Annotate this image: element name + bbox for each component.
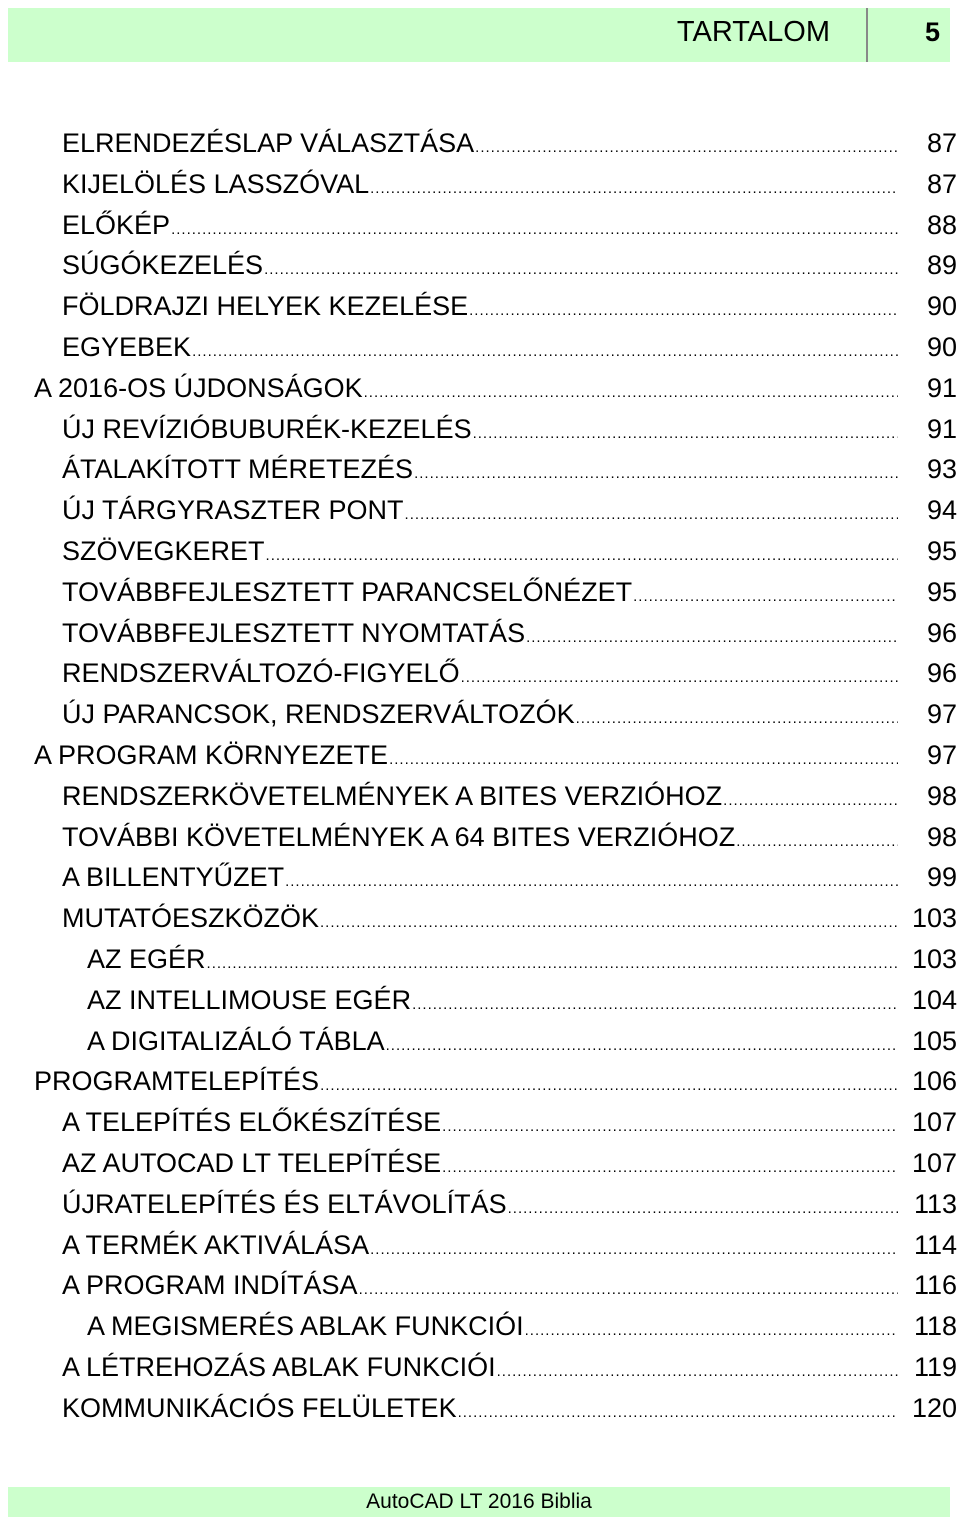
- toc-dot-leader: [469, 291, 898, 332]
- toc-entry-label: ELŐKÉP: [62, 209, 171, 240]
- toc-entry[interactable]: [0, 1388, 960, 1429]
- toc-entry-label: ÁTALAKÍTOTT MÉRETEZÉS: [62, 454, 414, 485]
- toc-dot-leader: [723, 781, 898, 822]
- toc-dot-leader: [405, 495, 898, 536]
- toc-entry-page-number: 104: [911, 984, 957, 1015]
- toc-dot-leader: [412, 985, 898, 1026]
- toc-entry-page-number: 118: [913, 1311, 957, 1342]
- toc-dot-leader: [285, 862, 898, 903]
- toc-entry[interactable]: [0, 1021, 960, 1062]
- toc-dot-leader: [192, 332, 898, 373]
- toc-dot-leader: [370, 169, 898, 210]
- table-of-contents: [0, 123, 960, 1429]
- toc-entry[interactable]: [0, 409, 960, 450]
- toc-entry[interactable]: [0, 205, 960, 246]
- toc-entry[interactable]: [0, 735, 960, 776]
- header-page-number: 5: [924, 17, 940, 47]
- toc-entry[interactable]: [0, 490, 960, 531]
- toc-entry[interactable]: [0, 1265, 960, 1306]
- toc-entry-label: PROGRAMTELEPÍTÉS: [34, 1066, 320, 1097]
- toc-dot-leader: [364, 373, 898, 414]
- toc-entry-label: KIJELÖLÉS LASSZÓVAL: [62, 168, 370, 199]
- toc-dot-leader: [497, 1352, 898, 1393]
- toc-entry-label: ÚJ REVÍZIÓBUBURÉK-KEZELÉS: [62, 413, 472, 444]
- toc-entry-label: A LÉTREHOZÁS ABLAK FUNKCIÓI: [62, 1351, 496, 1382]
- toc-dot-leader: [442, 1107, 898, 1148]
- toc-entry-page-number: 96: [926, 617, 957, 648]
- toc-entry-page-number: 113: [913, 1188, 957, 1219]
- toc-entry-label: SÚGÓKEZELÉS: [62, 250, 264, 281]
- toc-entry[interactable]: [0, 1061, 960, 1102]
- toc-entry[interactable]: [0, 1184, 960, 1225]
- toc-entry-page-number: 106: [911, 1066, 957, 1097]
- toc-entry[interactable]: [0, 613, 960, 654]
- toc-entry-label: MUTATÓESZKÖZÖK: [62, 903, 320, 934]
- toc-entry-page-number: 97: [926, 699, 957, 730]
- toc-entry-label: SZÖVEGKERET: [62, 535, 265, 566]
- header-divider: [866, 8, 868, 62]
- toc-entry[interactable]: [0, 531, 960, 572]
- toc-dot-leader: [370, 1230, 898, 1271]
- toc-entry-page-number: 95: [926, 576, 957, 607]
- toc-dot-leader: [389, 740, 898, 781]
- toc-dot-leader: [414, 454, 898, 495]
- header-title: TARTALOM: [676, 16, 830, 48]
- toc-entry-page-number: 91: [926, 413, 957, 444]
- toc-entry[interactable]: [0, 123, 960, 164]
- toc-entry-page-number: 98: [926, 821, 957, 852]
- toc-entry-page-number: 119: [913, 1351, 957, 1382]
- toc-entry-label: EGYEBEK: [62, 331, 192, 362]
- toc-dot-leader: [266, 536, 898, 577]
- toc-entry[interactable]: [0, 1306, 960, 1347]
- toc-entry-page-number: 96: [926, 658, 957, 689]
- toc-entry-label: A DIGITALIZÁLÓ TÁBLA: [87, 1025, 385, 1056]
- toc-entry-label: ÚJRATELEPÍTÉS ÉS ELTÁVOLÍTÁS: [62, 1188, 507, 1219]
- toc-entry-label: A TERMÉK AKTIVÁLÁSA: [62, 1229, 370, 1260]
- toc-entry-label: A BILLENTYŰZET: [62, 862, 285, 893]
- toc-dot-leader: [171, 210, 898, 251]
- toc-entry-page-number: 87: [926, 128, 957, 158]
- toc-dot-leader: [264, 250, 898, 291]
- toc-dot-leader: [473, 414, 898, 455]
- toc-entry-page-number: 116: [913, 1270, 957, 1301]
- toc-entry-label: ÚJ PARANCSOK, RENDSZERVÁLTOZÓK: [62, 699, 575, 730]
- toc-entry[interactable]: [0, 1102, 960, 1143]
- toc-entry-label: A MEGISMERÉS ABLAK FUNKCIÓI: [87, 1311, 524, 1342]
- toc-entry[interactable]: [0, 857, 960, 898]
- toc-entry-page-number: 103: [911, 943, 957, 974]
- toc-entry-page-number: 120: [911, 1392, 957, 1423]
- toc-entry[interactable]: [0, 327, 960, 368]
- toc-entry-label: TOVÁBBI KÖVETELMÉNYEK A 64 BITES VERZIÓHOZ: [62, 821, 736, 852]
- toc-entry[interactable]: [0, 1347, 960, 1388]
- toc-entry[interactable]: [0, 817, 960, 858]
- toc-entry-page-number: 105: [911, 1025, 957, 1056]
- toc-entry-label: AZ EGÉR: [87, 943, 206, 974]
- toc-entry-label: FÖLDRAJZI HELYEK KEZELÉSE: [62, 291, 469, 322]
- toc-entry-page-number: 89: [926, 250, 957, 281]
- toc-entry-label: A TELEPÍTÉS ELŐKÉSZÍTÉSE: [62, 1107, 442, 1138]
- toc-entry[interactable]: [0, 245, 960, 286]
- toc-entry[interactable]: [0, 898, 960, 939]
- toc-entry-page-number: 107: [911, 1107, 957, 1138]
- toc-dot-leader: [475, 128, 898, 169]
- toc-entry[interactable]: [0, 939, 960, 980]
- toc-entry-page-number: 90: [926, 291, 957, 322]
- toc-dot-leader: [633, 577, 898, 618]
- toc-entry-label: AZ INTELLIMOUSE EGÉR: [87, 984, 412, 1015]
- toc-entry-page-number: 98: [926, 780, 957, 811]
- toc-entry-label: ELRENDEZÉSLAP VÁLASZTÁSA: [62, 128, 475, 158]
- toc-entry-page-number: 95: [926, 535, 957, 566]
- toc-entry[interactable]: [0, 286, 960, 327]
- toc-dot-leader: [442, 1148, 898, 1189]
- toc-dot-leader: [736, 822, 898, 863]
- toc-dot-leader: [525, 1311, 898, 1352]
- toc-entry-page-number: 87: [926, 168, 957, 199]
- toc-entry-label: A PROGRAM INDÍTÁSA: [62, 1270, 358, 1301]
- page-footer: AutoCAD LT 2016 Biblia: [8, 1487, 950, 1517]
- toc-dot-leader: [320, 903, 898, 944]
- toc-entry-label: A 2016-OS ÚJDONSÁGOK: [34, 372, 363, 403]
- toc-dot-leader: [526, 618, 898, 659]
- toc-dot-leader: [320, 1066, 898, 1107]
- toc-entry-label: RENDSZERVÁLTOZÓ-FIGYELŐ: [62, 658, 460, 689]
- toc-entry-page-number: 91: [926, 372, 957, 403]
- toc-dot-leader: [386, 1026, 898, 1067]
- toc-entry[interactable]: [0, 1143, 960, 1184]
- toc-entry[interactable]: [0, 980, 960, 1021]
- toc-entry-page-number: 97: [926, 739, 957, 770]
- toc-entry-label: RENDSZERKÖVETELMÉNYEK A BITES VERZIÓHOZ: [62, 780, 723, 811]
- toc-entry[interactable]: [0, 449, 960, 490]
- toc-dot-leader: [458, 1393, 898, 1434]
- toc-entry-label: AZ AUTOCAD LT TELEPÍTÉSE: [62, 1147, 442, 1178]
- toc-entry-page-number: 99: [926, 862, 957, 893]
- toc-entry[interactable]: [0, 653, 960, 694]
- toc-entry-label: ÚJ TÁRGYRASZTER PONT: [62, 495, 404, 526]
- toc-dot-leader: [207, 944, 898, 985]
- toc-entry-label: KOMMUNIKÁCIÓS FELÜLETEK: [62, 1392, 457, 1423]
- page-header: [8, 8, 950, 62]
- toc-entry-page-number: 88: [926, 209, 957, 240]
- toc-entry-page-number: 114: [913, 1229, 957, 1260]
- toc-entry[interactable]: [0, 1225, 960, 1266]
- toc-entry[interactable]: [0, 368, 960, 409]
- toc-entry-page-number: 90: [926, 331, 957, 362]
- toc-entry-label: A PROGRAM KÖRNYEZETE: [34, 739, 389, 770]
- toc-dot-leader: [359, 1270, 898, 1311]
- toc-dot-leader: [508, 1189, 898, 1230]
- toc-entry-label: TOVÁBBFEJLESZTETT NYOMTATÁS: [62, 617, 526, 648]
- toc-entry[interactable]: [0, 164, 960, 205]
- toc-entry-page-number: 103: [911, 903, 957, 934]
- toc-entry[interactable]: [0, 572, 960, 613]
- toc-dot-leader: [576, 699, 898, 740]
- toc-entry-page-number: 93: [926, 454, 957, 485]
- toc-dot-leader: [461, 658, 898, 699]
- toc-entry-page-number: 94: [926, 495, 957, 526]
- toc-entry-page-number: 107: [911, 1147, 957, 1178]
- toc-entry-label: TOVÁBBFEJLESZTETT PARANCSELŐNÉZET: [62, 576, 633, 607]
- toc-entry[interactable]: [0, 776, 960, 817]
- toc-entry[interactable]: [0, 694, 960, 735]
